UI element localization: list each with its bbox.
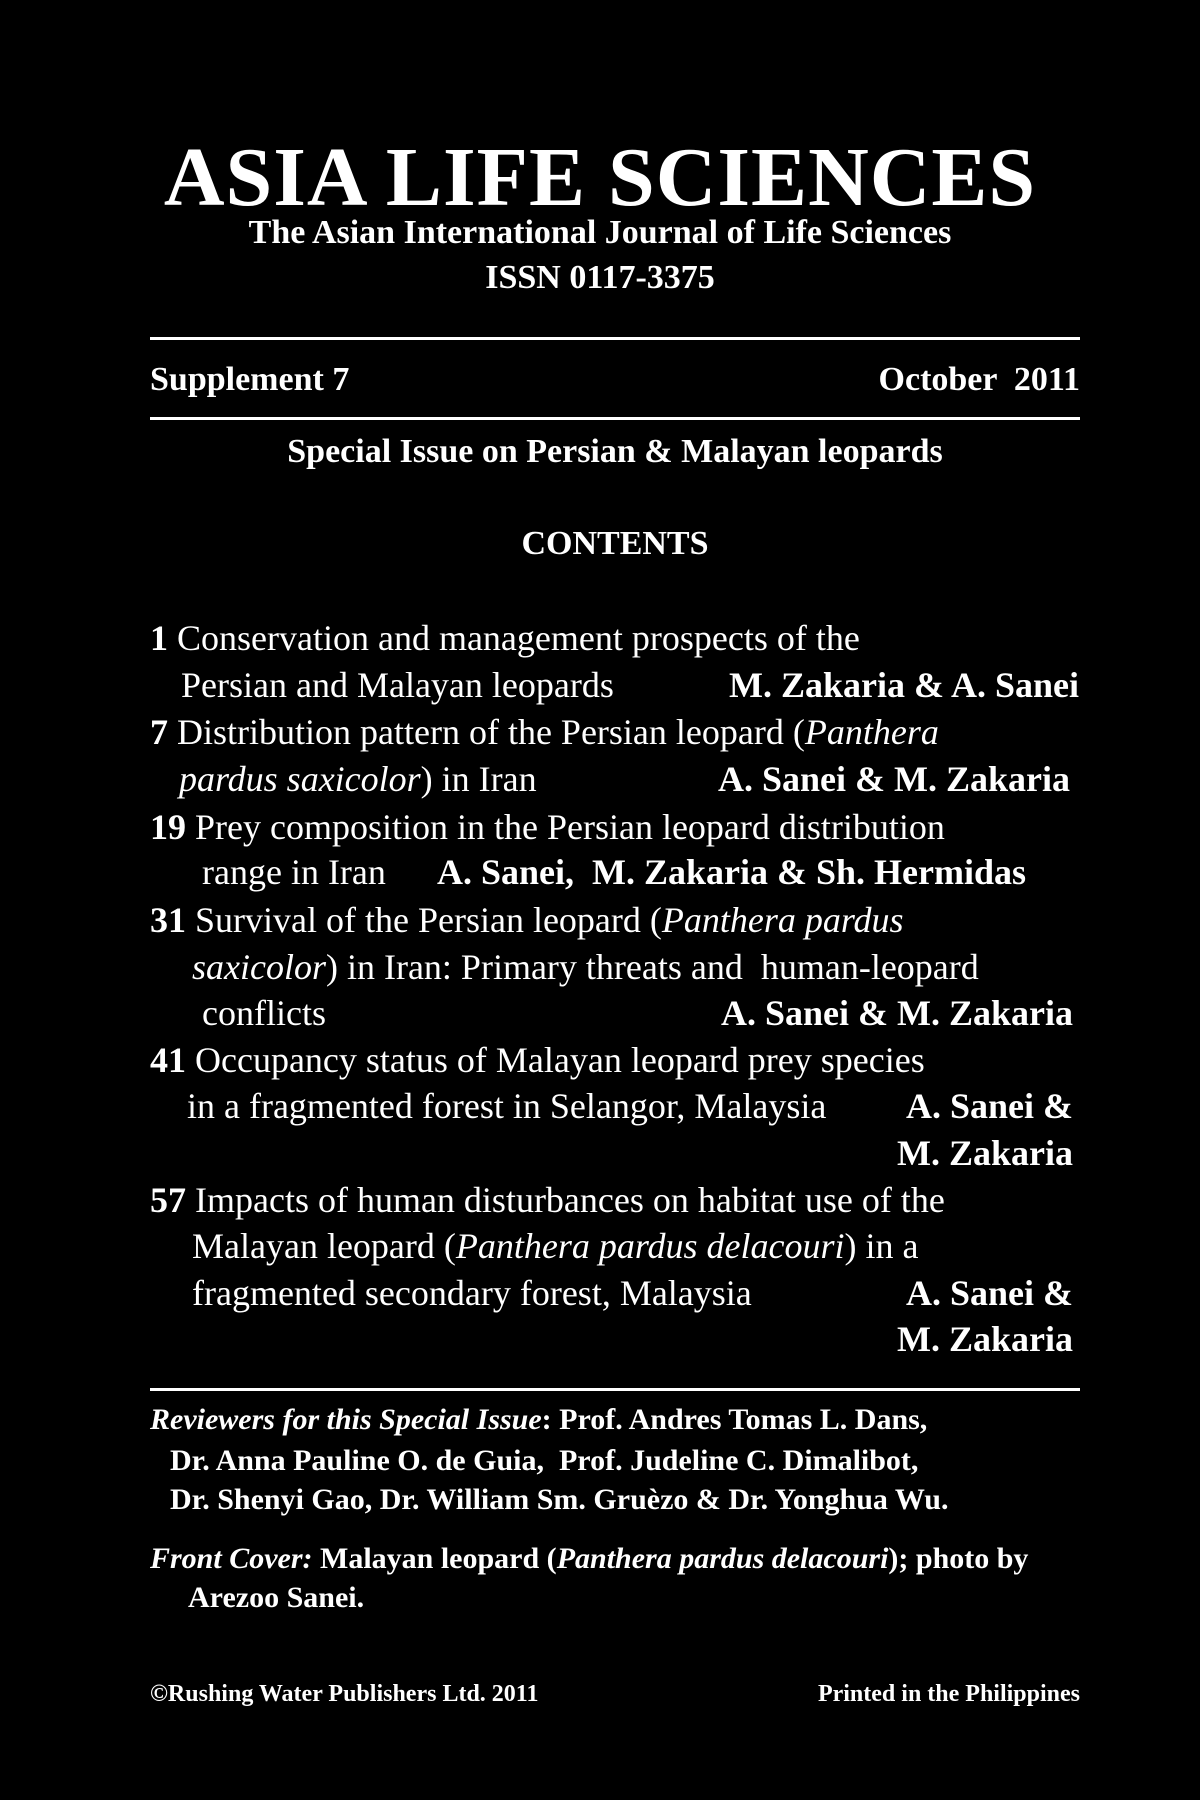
page-number: 1 <box>150 618 168 658</box>
divider <box>150 337 1080 340</box>
entry-title-cont <box>179 757 537 801</box>
entry-title-cont: in a fragmented forest in Selangor, Malaysia <box>187 1086 827 1126</box>
page-number: 31 <box>150 900 186 940</box>
reviewers-line <box>150 1400 927 1440</box>
contents-entry <box>150 616 860 660</box>
cover-photographer: Arezoo Sanei. <box>188 1581 365 1614</box>
reviewers-names: Dr. Shenyi Gao, Dr. William Sm. Gruèzo & Dr. Yonghua Wu. <box>170 1483 949 1516</box>
reviewers-label: Reviewers for this Special Issue <box>150 1403 542 1436</box>
front-cover-credit <box>150 1539 1028 1579</box>
page-number: 19 <box>150 807 186 847</box>
supplement-number: Supplement 7 <box>150 361 350 398</box>
entry-authors: A. Sanei & M. Zakaria <box>720 993 1073 1033</box>
entry-title-cont <box>192 945 979 989</box>
special-issue-title: Special Issue on Persian & Malayan leopards <box>287 433 943 470</box>
species-name: pardus saxicolor <box>179 759 421 799</box>
cover-text: ); photo by <box>888 1542 1029 1575</box>
species-name: Panthera pardus delacouri <box>455 1226 845 1266</box>
journal-subtitle: The Asian International Journal of Life Sciences <box>248 214 952 251</box>
entry-title: Survival of the Persian leopard ( <box>195 900 662 940</box>
entry-title: Malayan leopard ( <box>192 1226 456 1266</box>
entry-title: Occupancy status of Malayan leopard prey species <box>195 1040 925 1080</box>
entry-title: Impacts of human disturbances on habitat use of the <box>195 1180 945 1220</box>
entry-title-cont: fragmented secondary forest, Malaysia <box>192 1273 752 1313</box>
contents-entry <box>150 1038 925 1082</box>
reviewers-names: Dr. Anna Pauline O. de Guia, Prof. Judeline C. Dimalibot, <box>170 1444 919 1477</box>
copyright: ©Rushing Water Publishers Ltd. 2011 <box>150 1681 539 1707</box>
entry-authors: M. Zakaria <box>897 1133 1073 1173</box>
entry-title-cont: Persian and Malayan leopards <box>181 665 614 705</box>
entry-title: ) in Iran <box>420 759 537 799</box>
entry-title: ) in Iran: Primary threats and human-leopard <box>325 947 979 987</box>
printed-in: Printed in the Philippines <box>817 1681 1080 1707</box>
species-name: Panthera pardus <box>661 900 904 940</box>
entry-authors: A. Sanei & <box>905 1086 1073 1126</box>
entry-authors: M. Zakaria & A. Sanei <box>728 665 1079 705</box>
page-number: 41 <box>150 1040 186 1080</box>
entry-authors: A. Sanei, M. Zakaria & Sh. Hermidas <box>437 852 1027 892</box>
contents-entry <box>150 805 945 849</box>
contents-heading: CONTENTS <box>521 525 709 562</box>
entry-title-cont: conflicts <box>202 993 326 1033</box>
contents-entry <box>150 898 904 942</box>
journal-title: ASIA LIFE SCIENCES <box>163 131 1037 224</box>
entry-title: Distribution pattern of the Persian leopard ( <box>177 712 805 752</box>
species-name: saxicolor <box>192 947 326 987</box>
species-name: Panthera pardus delacouri <box>556 1542 889 1575</box>
cover-text: Malayan leopard ( <box>312 1542 557 1575</box>
issue-date: October 2011 <box>878 361 1080 398</box>
issn: ISSN 0117-3375 <box>485 259 715 296</box>
entry-authors: A. Sanei & M. Zakaria <box>717 759 1070 799</box>
reviewers-names: : Prof. Andres Tomas L. Dans, <box>541 1403 928 1436</box>
contents-entry <box>150 1178 945 1222</box>
cover-label: Front Cover: <box>150 1542 313 1575</box>
entry-authors: A. Sanei & <box>905 1273 1073 1313</box>
entry-authors: M. Zakaria <box>897 1319 1073 1359</box>
divider <box>150 1388 1080 1391</box>
entry-title: ) in a <box>844 1226 919 1266</box>
entry-title-cont: range in Iran <box>202 852 386 892</box>
page-number: 7 <box>150 712 168 752</box>
page-number: 57 <box>150 1180 186 1220</box>
entry-title-cont <box>192 1224 919 1268</box>
contents-entry <box>150 710 939 754</box>
entry-title: Conservation and management prospects of the <box>177 618 860 658</box>
divider <box>150 417 1080 420</box>
entry-title: Prey composition in the Persian leopard distribution <box>195 807 945 847</box>
species-name: Panthera <box>804 712 939 752</box>
